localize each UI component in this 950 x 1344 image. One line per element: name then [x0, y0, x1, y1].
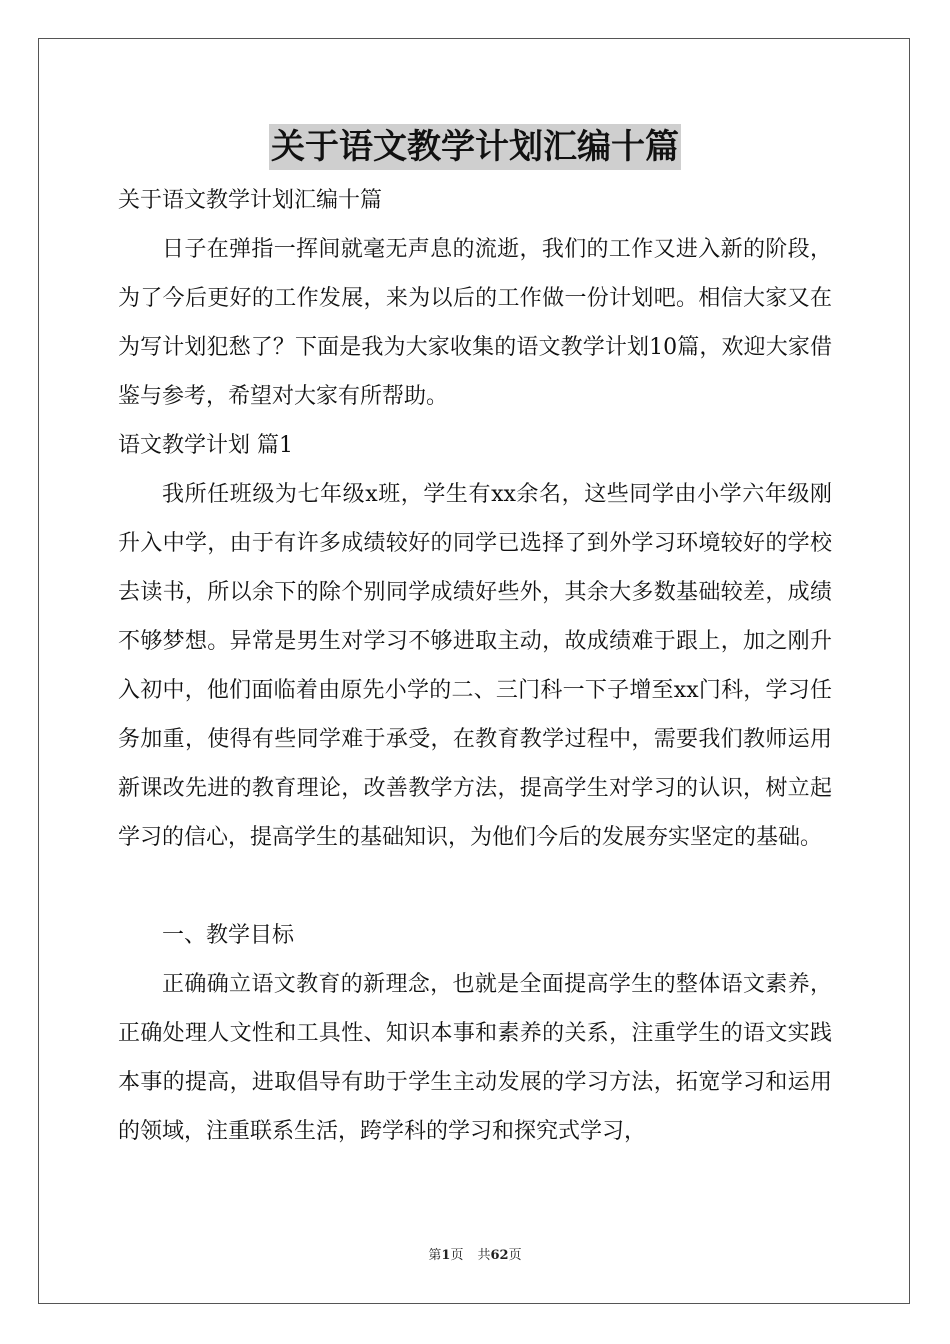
- page-suffix: 页: [450, 1248, 464, 1263]
- goal-heading: 一、教学目标: [162, 923, 295, 948]
- current-page-number: 1: [441, 1248, 451, 1263]
- document-subtitle: 关于语文教学计划汇编十篇: [118, 188, 383, 213]
- body-paragraph-2: 正确确立语文教育的新理念，也就是全面提高学生的整体语文素养，正确处理人文性和工具性、知识本事和素养的关系，注重学生的语文实践本事的提高，进取倡导有助于学生主动发展的学习方法，拓宽学习和运用的领域，注重联系生活，跨学科的学习和探究式学习，: [118, 972, 832, 1144]
- page-prefix: 第: [428, 1248, 442, 1263]
- intro-paragraph: 日子在弹指一挥间就毫无声息的流逝，我们的工作又进入新的阶段，为了今后更好的工作发展，来为以后的工作做一份计划吧。相信大家又在为写计划犯愁了？下面是我为大家收集的语文教学计划10篇，欢迎大家借鉴与参考，希望对大家有所帮助。: [118, 237, 832, 409]
- total-prefix: 共: [477, 1248, 491, 1263]
- document-title: 关于语文教学计划汇编十篇: [269, 124, 681, 170]
- title-container: [118, 124, 832, 170]
- total-suffix: 页: [508, 1248, 522, 1263]
- section-heading: 语文教学计划 篇1: [118, 433, 293, 458]
- page-footer: [0, 1246, 950, 1266]
- total-page-count: 62: [490, 1248, 509, 1263]
- body-paragraph-1: 我所任班级为七年级x班，学生有xx余名，这些同学由小学六年级刚升入中学，由于有许多成绩较好的同学已选择了到外学习环境较好的学校去读书，所以余下的除个别同学成绩好些外，其余大多数基础较差，成绩不够梦想。异常是男生对学习不够进取主动，故成绩难于跟上，加之刚升入初中，他们面临着由原先小学的二、三门科一下子增至xx门科，学习任务加重，使得有些同学难于承受，在教育教学过程中，需要我们教师运用新课改先进的教育理论，改善教学方法，提高学生对学习的认识，树立起学习的信心，提高学生的基础知识，为他们今后的发展夯实坚定的基础。: [118, 482, 832, 850]
